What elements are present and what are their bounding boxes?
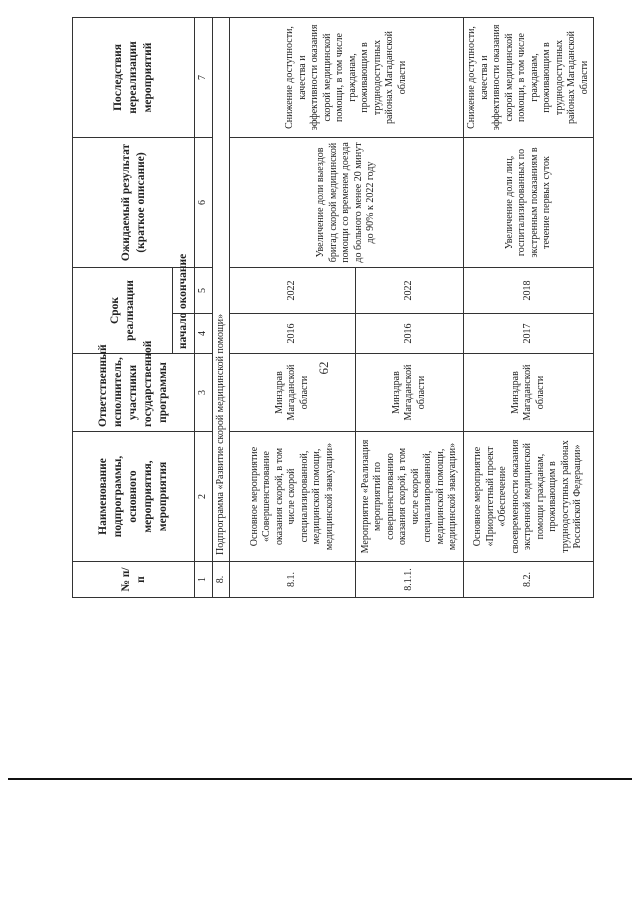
- row-responsible: Минздрав Магаданской области: [464, 354, 594, 432]
- header-name: Наименование подпрограммы, основного мероприятия, мероприятия: [73, 432, 195, 562]
- page-bottom-rule: [8, 778, 632, 780]
- subprogram-num: 8.: [212, 562, 230, 598]
- table-row: [230, 17, 356, 597]
- column-number: 3: [195, 354, 213, 432]
- column-number: 1: [195, 562, 213, 598]
- column-number: 6: [195, 137, 213, 267]
- row-consequences: Снижение доступности, качества и эффективности оказания скорой медицинской помощи, в том числе гражданам, проживающим в труднодоступных районах Магаданской области: [464, 17, 594, 137]
- row-responsible: Минздрав Магаданской области: [356, 354, 464, 432]
- row-end: 2018: [464, 267, 594, 313]
- header-num: № п/п: [73, 562, 195, 598]
- row-name: Мероприятие «Реализация мероприятий по совершенствованию оказания скорой, в том числе скорой специализированной, медицинской помощи, медицинской эвакуации»: [356, 432, 464, 562]
- table-row: [464, 17, 594, 597]
- header-responsible: Ответственный исполнитель, участники государственной программы: [73, 354, 195, 432]
- subprogram-row: [212, 17, 230, 597]
- row-end: 2022: [356, 267, 464, 313]
- row-result: Увеличение доли выездов бригад скорой медицинской помощи со временем доезда до больного менее 20 минут до 90% к 2022 году: [230, 137, 464, 267]
- subprogram-title: Подпрограмма «Развитие скорой медицинской помощи»: [212, 17, 230, 561]
- page-number: 62: [316, 361, 331, 375]
- header-term-start: начало: [173, 314, 195, 354]
- row-start: 2017: [464, 314, 594, 354]
- row-responsible: Минздрав Магаданской области: [230, 354, 356, 432]
- header-term-end: окончание: [173, 267, 195, 313]
- column-number: 2: [195, 432, 213, 562]
- rotated-page-content: [72, 18, 590, 598]
- row-name: Основное мероприятие «Совершенствование оказания скорой, в том числе скорой специализированной, медицинской помощи, медицинской эвакуации»: [230, 432, 356, 562]
- row-start: 2016: [230, 314, 356, 354]
- row-start: 2016: [356, 314, 464, 354]
- row-result: Увеличение доли лиц, госпитализированных по экстренным показаниям в течение первых суток: [464, 137, 594, 267]
- column-number: 5: [195, 267, 213, 313]
- header-result: Ожидаемый результат (краткое описание): [73, 137, 195, 267]
- row-num: 8.1.: [230, 562, 356, 598]
- row-name: Основное мероприятие «Приоритетный проект «Обеспечение своевременности оказания экстренной медицинской помощи гражданам, проживающим в труднодоступных районах Российской Федерации»: [464, 432, 594, 562]
- row-consequences: Снижение доступности, качества и эффективности оказания скорой медицинской помощи, в том числе гражданам, проживающим в труднодоступных районах Магаданской области: [230, 17, 464, 137]
- column-number: 7: [195, 17, 213, 137]
- row-end: 2022: [230, 267, 356, 313]
- header-consequences: Последствия нереализации мероприятий: [73, 17, 195, 137]
- column-number: 4: [195, 314, 213, 354]
- row-num: 8.1.1.: [356, 562, 464, 598]
- program-table: [72, 17, 594, 598]
- row-num: 8.2.: [464, 562, 594, 598]
- header-term: Срок реализации: [73, 267, 173, 353]
